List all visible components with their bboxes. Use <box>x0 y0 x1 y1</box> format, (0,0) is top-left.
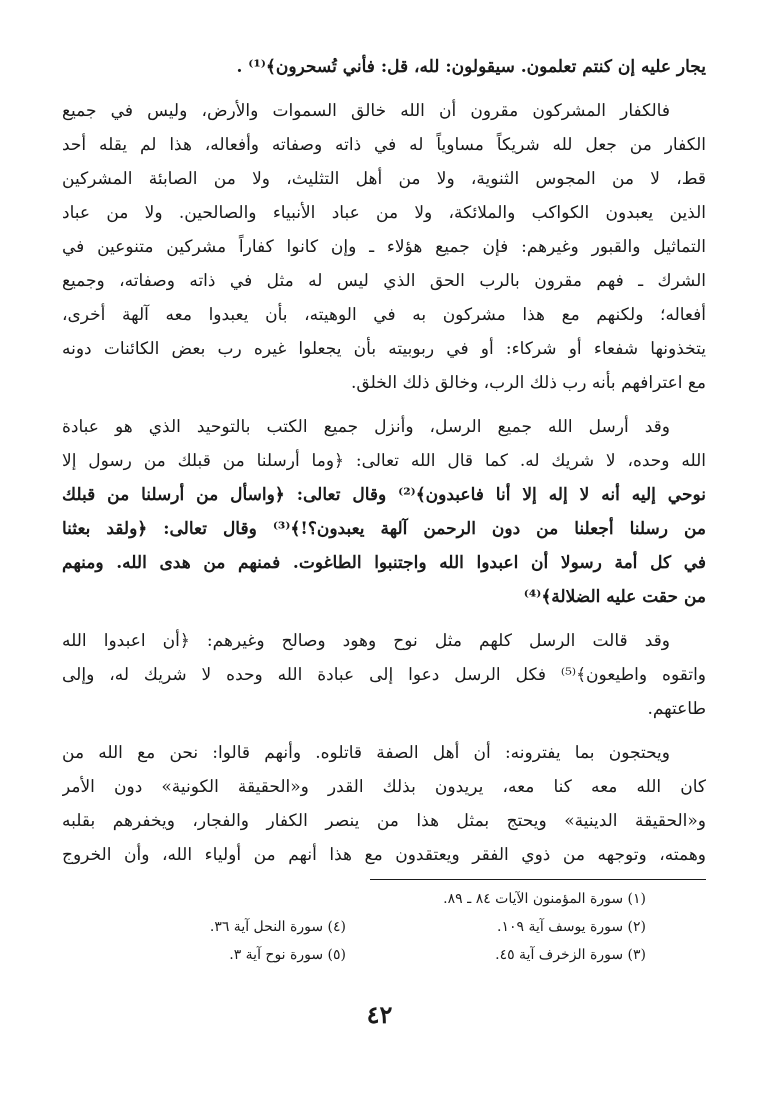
footnote: (٢) سورة يوسف آية ١٠٩. <box>497 919 646 935</box>
page-number: ٤٢ <box>366 1000 393 1029</box>
text-line: كان الله معه كنا معه، يريدون بذلك القدر و«الحقيقة الكونية» دون الأمر <box>62 777 706 797</box>
text-line: الشرك ـ فهم مقرون بالرب الحق الذي ليس له مثل في ذاته وصفاته، وجميع <box>62 271 706 291</box>
text-line: وقد قالت الرسل كلهم مثل نوح وهود وصالح وغيرهم: ﴿أن اعبدوا الله <box>62 631 670 651</box>
text-line: و«الحقيقة الدينية» ويحتج بمثل هذا من ينصر الكفار والفجار، ويخفرهم بقلبه <box>62 811 706 831</box>
footnote: (٤) سورة النحل آية ٣٦. <box>209 919 346 935</box>
footnote: (٥) سورة نوح آية ٣. <box>229 947 346 963</box>
text-line: طاعتهم. <box>647 699 706 719</box>
footnotes <box>62 885 646 969</box>
text-line: من رسلنا أجعلنا من دون الرحمن آلهة يعبدون؟!﴾⁽³⁾ وقال تعالى: ﴿ولقد بعثنا <box>62 519 706 539</box>
text-line: في كل أمة رسولا أن اعبدوا الله واجتنبوا الطاغوت. فمنهم من هدى الله. ومنهم <box>62 553 706 573</box>
text-line: قط، لا من المجوس الثنوية، ولا من أهل التثليث، ولا من الصابئة المشركين <box>62 169 706 189</box>
text-line: فالكفار المشركون مقرون أن الله خالق السموات والأرض، وليس في جميع <box>62 101 670 121</box>
text-line: وهمته، وتوجهه من ذوي الفقر ويعتقدون مع هذا أنهم من أولياء الله، وأن الخروج <box>62 845 706 865</box>
text-line: ويحتجون بما يفترونه: أن أهل الصفة قاتلوه. وأنهم قالوا: نحن مع الله من <box>62 743 670 763</box>
text-line: التماثيل والقبور وغيرهم: فإن جميع هؤلاء ـ وإن كانوا كفاراً مشركين متنوعين في <box>62 237 706 257</box>
page-body <box>62 50 706 872</box>
text-line: واتقوه واطيعون﴾⁽⁵⁾ فكل الرسل دعوا إلى عبادة الله وحده لا شريك له، وإلى <box>62 665 706 685</box>
text-line: مع اعترافهم بأنه رب ذلك الرب، وخالق ذلك الخلق. <box>351 373 706 393</box>
text-line: من حقت عليه الضلالة﴾⁽⁴⁾ <box>523 587 706 607</box>
text-line: يجار عليه إن كنتم تعلمون. سيقولون: لله، قل: فأني تُسحرون﴾⁽¹⁾ . <box>236 57 706 77</box>
text-line: نوحي إليه أنه لا إله إلا أنا فاعبدون﴾⁽²⁾ وقال تعالى: ﴿واسأل من أرسلنا من قبلك <box>62 485 706 505</box>
text-line: الذين يعبدون الكواكب والملائكة، ولا من عباد الأنبياء والصالحين. ولا من عباد <box>62 203 706 223</box>
text-line: أفعاله؛ ولكنهم مع هذا مشركون به في الوهيته، بأن يعبدوا معه آلهة أخرى، <box>62 305 706 325</box>
text-line: الكفار من جعل لله شريكاً مساوياً له في ذاته وصفاته وأفعاله، هذا لم يقله أحد <box>62 135 706 155</box>
text-line: الله وحده، لا شريك له. كما قال الله تعالى: ﴿وما أرسلنا من قبلك من رسول إلا <box>62 451 706 471</box>
footnote: (٣) سورة الزخرف آية ٤٥. <box>495 947 646 963</box>
footnote: (١) سورة المؤمنون الآيات ٨٤ ـ ٨٩. <box>443 891 646 907</box>
footnote-separator <box>370 879 706 880</box>
text-line: وقد أرسل الله جميع الرسل، وأنزل جميع الكتب بالتوحيد الذي هو عبادة <box>62 417 670 437</box>
text-line: يتخذونها شفعاء أو شركاء: أو في ربوبيته بأن يجعلوا غيره رب بعض الكائنات دونه <box>62 339 706 359</box>
